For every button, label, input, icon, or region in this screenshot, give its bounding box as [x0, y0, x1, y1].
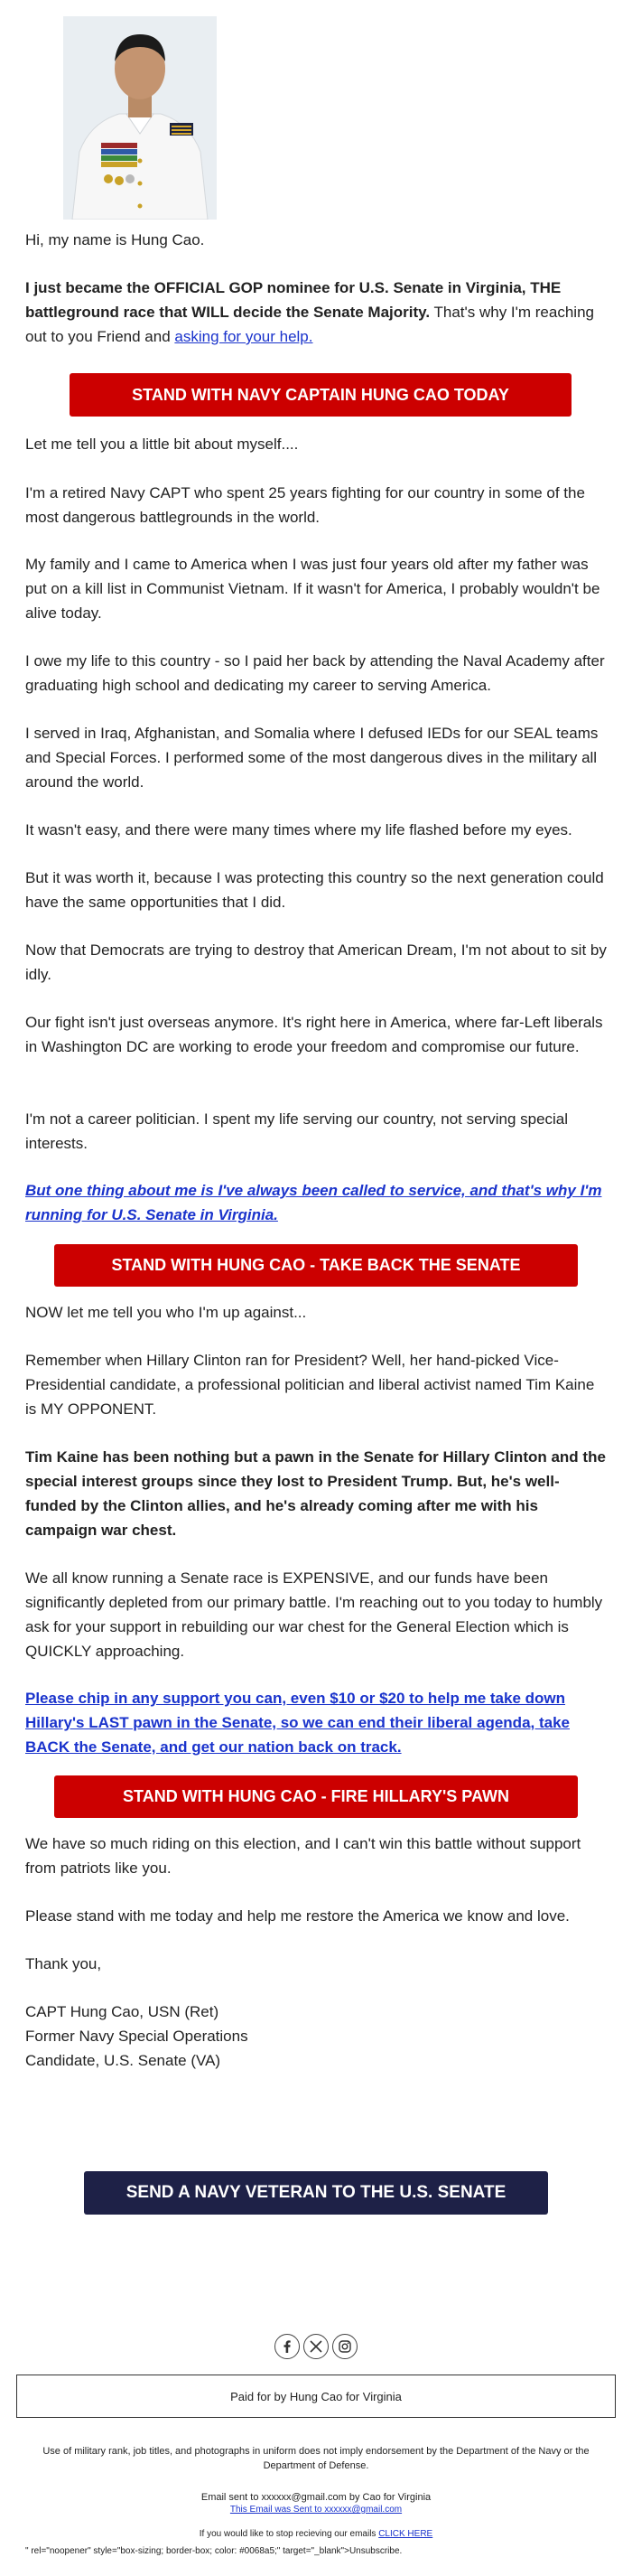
- take-back-senate-button[interactable]: STAND WITH HUNG CAO - TAKE BACK THE SENATE: [54, 1244, 578, 1287]
- greeting: Hi, my name is Hung Cao.: [25, 231, 205, 248]
- paid-for-text: Paid for by Hung Cao for Virginia: [230, 2389, 402, 2403]
- email-sent-link-row: [36, 2505, 596, 2515]
- body-p9: Our fight isn't just overseas anymore. It's right here in America, where far-Left liberals in Washington DC are working to erode your freedom and compromise our future.: [25, 1014, 603, 1055]
- stray-html-text: " rel="noopener" style="box-sizing; border-box; color: #0068a5;" target="_blank">Unsubscribe.: [25, 2546, 403, 2556]
- body-p16: [25, 1686, 607, 1759]
- email-sent-link[interactable]: This Email was Sent to xxxxxx@gmail.com: [229, 2505, 403, 2515]
- body-p5: I served in Iraq, Afghanistan, and Somalia where I defused IEDs for our SEAL teams and Special Forces. I performed some of the most dangerous dives in the military all around the world.: [25, 725, 599, 791]
- body-p3: My family and I came to America when I was just four years old after my father was put on a kill list in Communist Vietnam. If it wasn't for America, I probably wouldn't be alive today.: [25, 556, 600, 622]
- chip-in-link[interactable]: Please chip in any support you can, even $10 or $20 to help me take down Hillary's LAST pawn in the Senate, so we can end their liberal agenda, take BACK the Senate, and get our nation back on track.: [25, 1690, 570, 1756]
- body-p15: We all know running a Senate race is EXPENSIVE, and our funds have been significantly depleted from our primary battle. I'm reaching out to you today to humbly ask for your support in rebuilding our war chest for the General Election which is QUICKLY approaching.: [25, 1569, 603, 1660]
- paid-for-box: [16, 2375, 616, 2418]
- called-to-service-link[interactable]: But one thing about me is I've always been called to service, and that's why I'm running for U.S. Senate in Virginia.: [25, 1182, 602, 1223]
- body-p19: Thank you,: [25, 1955, 102, 1972]
- unsubscribe-link[interactable]: CLICK HERE: [378, 2529, 433, 2539]
- intro-rest: That's why I'm reaching out to you Friend and: [25, 304, 594, 345]
- body-p10: I'm not a career politician. I spent my life serving our country, not serving special interests.: [25, 1110, 569, 1152]
- military-disclaimer: Use of military rank, job titles, and photographs in uniform does not imply endorsement by the Department of the Navy or the Department of Defense.: [42, 2446, 590, 2471]
- unsubscribe-row: [36, 2529, 596, 2539]
- signature-name: CAPT Hung Cao, USN (Ret): [25, 2003, 219, 2020]
- body-p17: We have so much riding on this election, and I can't win this battle without support from patriots like you.: [25, 1835, 581, 1877]
- body-p11: [25, 1178, 607, 1227]
- signature-candidate: Candidate, U.S. Senate (VA): [25, 2052, 221, 2069]
- unsubscribe-text: If you would like to stop recieving our emails: [199, 2529, 379, 2539]
- facebook-icon[interactable]: [274, 2334, 300, 2359]
- candidate-photo: [63, 16, 217, 220]
- asking-help-link[interactable]: asking for your help.: [174, 328, 313, 345]
- body-p14: Tim Kaine has been nothing but a pawn in the Senate for Hillary Clinton and the special interest groups since they lost to President Trump. But, he's well-funded by the Clinton allies, and he's already coming after me with his campaign war chest.: [25, 1448, 606, 1539]
- candidate-portrait-image: [63, 16, 217, 220]
- body-p8: Now that Democrats are trying to destroy that American Dream, I'm not about to sit by idly.: [25, 941, 607, 983]
- stand-with-navy-captain-button[interactable]: STAND WITH NAVY CAPTAIN HUNG CAO TODAY: [70, 373, 572, 417]
- body-p7: But it was worth it, because I was protecting this country so the next generation could have the same opportunities that I did.: [25, 869, 604, 911]
- body-p6: It wasn't easy, and there were many times where my life flashed before my eyes.: [25, 821, 572, 838]
- body-p13: Remember when Hillary Clinton ran for President? Well, her hand-picked Vice-Presidential candidate, a professional politician and liberal activist named Tim Kaine is MY OPPONENT.: [25, 1352, 595, 1418]
- send-navy-veteran-button[interactable]: SEND A NAVY VETERAN TO THE U.S. SENATE: [84, 2171, 548, 2215]
- social-links: [0, 2334, 632, 2359]
- intro-paragraph: [25, 276, 607, 349]
- intro-bold: I just became the OFFICIAL GOP nominee for U.S. Senate in Virginia, THE battleground race that WILL decide the Senate Majority.: [25, 279, 562, 321]
- body-p1: Let me tell you a little bit about myself....: [25, 436, 299, 453]
- body-p2: I'm a retired Navy CAPT who spent 25 years fighting for our country in some of the most dangerous battlegrounds in the world.: [25, 484, 585, 526]
- body-p4: I owe my life to this country - so I paid her back by attending the Naval Academy after graduating high school and dedicating my career to serving America.: [25, 652, 605, 694]
- signature-title: Former Navy Special Operations: [25, 2028, 248, 2045]
- body-p18: Please stand with me today and help me restore the America we know and love.: [25, 1907, 570, 1925]
- body-p12: NOW let me tell you who I'm up against...: [25, 1304, 307, 1321]
- instagram-icon[interactable]: [332, 2334, 358, 2359]
- x-twitter-icon[interactable]: [303, 2334, 329, 2359]
- email-sent-notice: Email sent to xxxxxx@gmail.com by Cao for Virginia: [200, 2492, 432, 2503]
- fire-hillarys-pawn-button[interactable]: STAND WITH HUNG CAO - FIRE HILLARY'S PAWN: [54, 1775, 578, 1818]
